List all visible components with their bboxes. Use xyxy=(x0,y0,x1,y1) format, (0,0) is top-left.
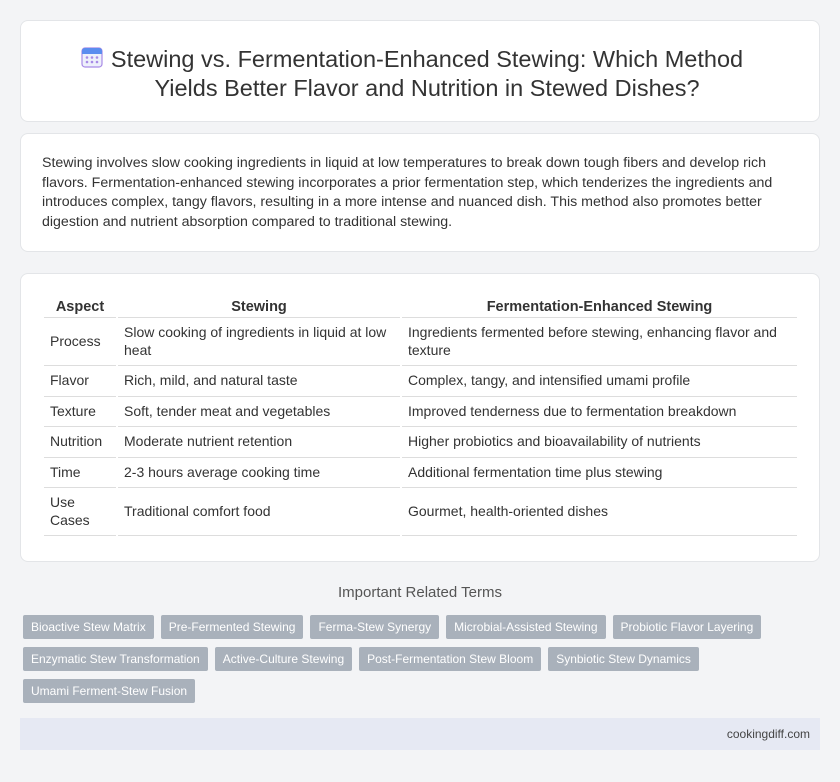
aspect-cell: Texture xyxy=(44,397,116,428)
stewing-cell: Rich, mild, and natural taste xyxy=(118,366,400,397)
fermentation-cell: Gourmet, health-oriented dishes xyxy=(402,488,797,536)
table-row xyxy=(44,397,797,428)
table-header-row xyxy=(44,296,797,318)
stewing-cell: Moderate nutrient retention xyxy=(118,427,400,458)
title-wrap xyxy=(21,45,819,103)
stewing-cell: Traditional comfort food xyxy=(118,488,400,536)
tag-pre-fermented-stewing[interactable]: Pre-Fermented Stewing xyxy=(161,615,304,639)
aspect-cell: Process xyxy=(44,318,116,366)
related-terms-tags xyxy=(23,615,803,703)
table-row xyxy=(44,318,797,366)
aspect-cell: Flavor xyxy=(44,366,116,397)
header-fermentation: Fermentation-Enhanced Stewing xyxy=(402,296,797,318)
tag-bioactive-stew-matrix[interactable]: Bioactive Stew Matrix xyxy=(23,615,154,639)
title-card xyxy=(20,20,820,122)
footer-site-link[interactable]: cookingdiff.com xyxy=(726,727,810,741)
intro-paragraph: Stewing involves slow cooking ingredients in liquid at low temperatures to break down tough fibers and develop rich flavors. Fermentation-enhanced stewing incorporates a prior fermentation step, which tenderizes the ingredients and introduces complex, tangy flavors, resulting in a more intense and nuanced dish. This method also promotes better digestion and nutrient absorption compared to traditional stewing. xyxy=(42,155,773,230)
comparison-card xyxy=(20,273,820,562)
header-stewing: Stewing xyxy=(118,296,400,318)
fermentation-cell: Improved tenderness due to fermentation breakdown xyxy=(402,397,797,428)
footer xyxy=(20,718,820,750)
tag-active-culture-stewing[interactable]: Active-Culture Stewing xyxy=(215,647,352,671)
header-aspect: Aspect xyxy=(44,296,116,318)
aspect-cell: Use Cases xyxy=(44,488,116,536)
tag-synbiotic-stew-dynamics[interactable]: Synbiotic Stew Dynamics xyxy=(548,647,699,671)
table-row xyxy=(44,366,797,397)
fermentation-cell: Higher probiotics and bioavailability of nutrients xyxy=(402,427,797,458)
tag-probiotic-flavor-layering[interactable]: Probiotic Flavor Layering xyxy=(613,615,762,639)
tag-enzymatic-stew-transformation[interactable]: Enzymatic Stew Transformation xyxy=(23,647,208,671)
fermentation-cell: Additional fermentation time plus stewing xyxy=(402,458,797,489)
table-row xyxy=(44,458,797,489)
comparison-table xyxy=(42,296,799,536)
stewing-cell: Slow cooking of ingredients in liquid at low heat xyxy=(118,318,400,366)
fermentation-cell: Complex, tangy, and intensified umami profile xyxy=(402,366,797,397)
fermentation-cell: Ingredients fermented before stewing, enhancing flavor and texture xyxy=(402,318,797,366)
intro-card xyxy=(20,133,820,252)
stewing-cell: Soft, tender meat and vegetables xyxy=(118,397,400,428)
table-row xyxy=(44,427,797,458)
stewing-cell: 2-3 hours average cooking time xyxy=(118,458,400,489)
tag-ferma-stew-synergy[interactable]: Ferma-Stew Synergy xyxy=(310,615,439,639)
table-row xyxy=(44,488,797,536)
tag-microbial-assisted-stewing[interactable]: Microbial-Assisted Stewing xyxy=(446,615,605,639)
tag-umami-ferment-stew-fusion[interactable]: Umami Ferment-Stew Fusion xyxy=(23,679,195,703)
tag-post-fermentation-stew-bloom[interactable]: Post-Fermentation Stew Bloom xyxy=(359,647,541,671)
page-title: Stewing vs. Fermentation-Enhanced Stewing: Which Method Yields Better Flavor and Nutrition in Stewed Dishes? xyxy=(110,46,744,101)
aspect-cell: Time xyxy=(44,458,116,489)
related-terms-heading: Important Related Terms xyxy=(338,584,502,601)
aspect-cell: Nutrition xyxy=(44,427,116,458)
